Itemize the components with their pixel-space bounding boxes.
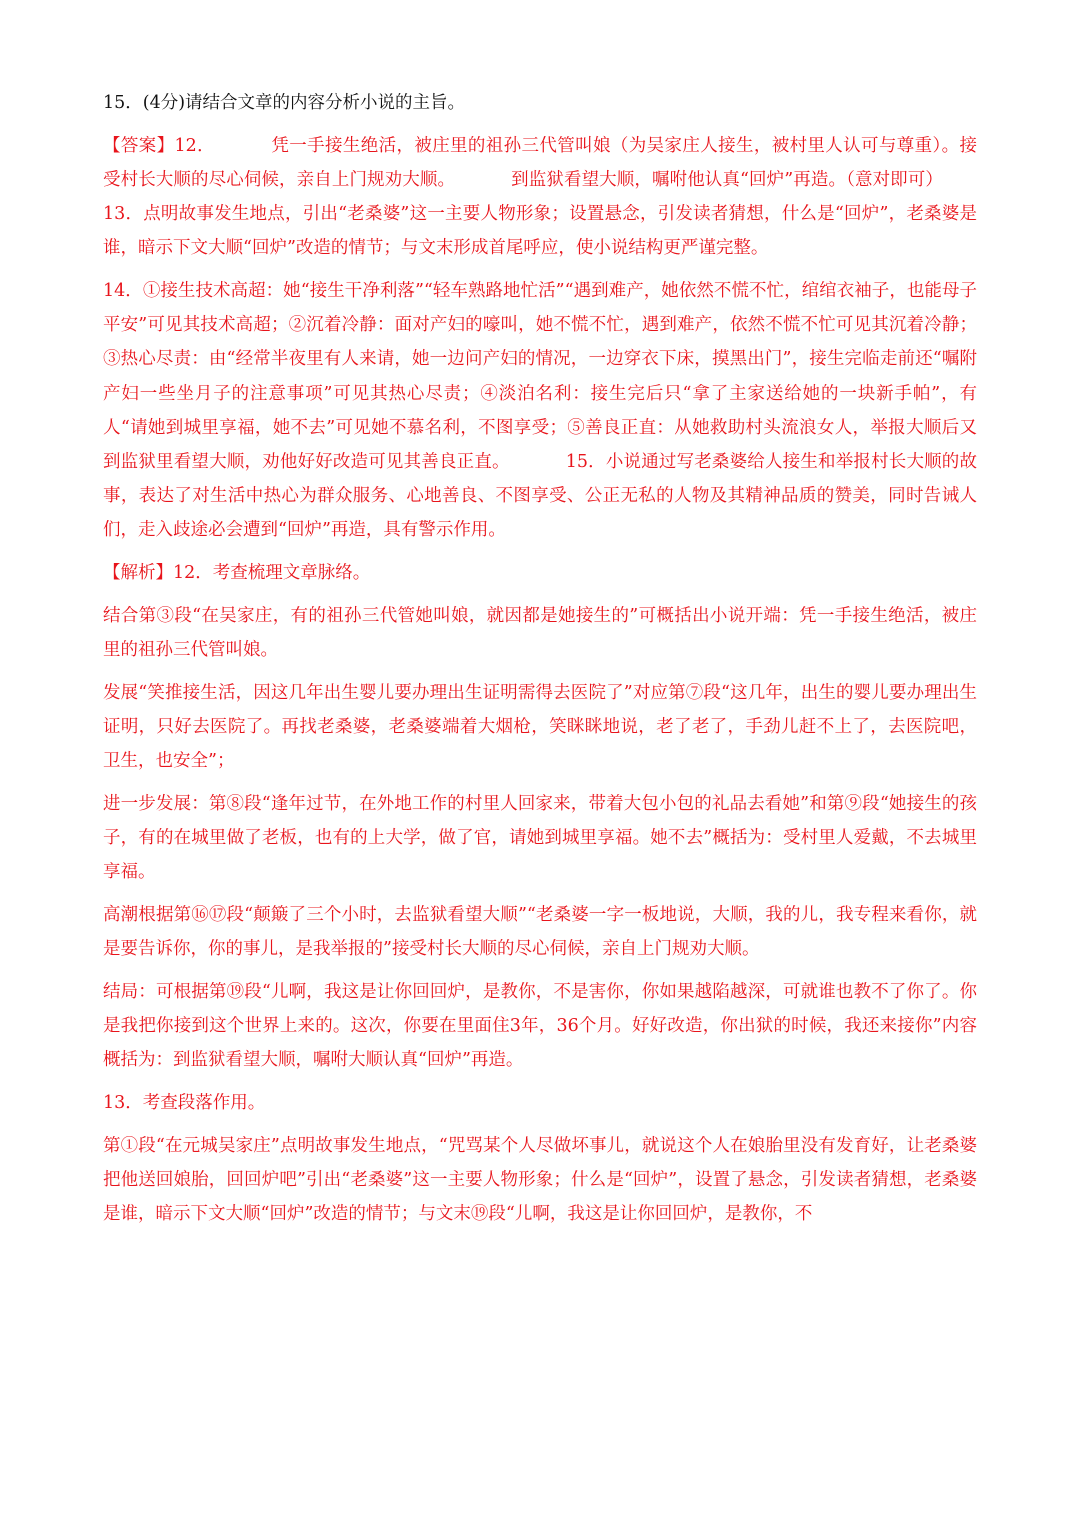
analysis-13-heading <box>103 1086 977 1120</box>
answer-13: 13．点明故事发生地点，引出“老桑婆”这一主要人物形象；设置悬念，引发读者猜想，什么是“回炉”，老桑婆是谁，暗示下文大顺“回炉”改造的情节；与文末形成首尾呼应，使小说结构更严谨完整。 <box>103 204 977 259</box>
analysis-heading <box>103 556 977 590</box>
analysis-13-paragraph <box>103 1129 977 1232</box>
analysis-end-paragraph <box>103 975 977 1078</box>
analysis-13-heading-text: 13．考查段落作用。 <box>103 1092 266 1113</box>
answer-12-part1: 凭一手接生绝活，被庄里的祖孙三代管叫娘（为吴家庄人接生，被村里人认可与尊重）。接受村长大顺的尽心伺候，亲自上门规劝大顺。 <box>103 135 978 190</box>
analysis-develop-text: 发展“笑推接生活，因这几年出生婴儿要办理出生证明需得去医院了”对应第⑦段“这几年，出生的婴儿要办理出生证明，只好去医院了。再找老桑婆，老桑婆端着大烟枪，笑眯眯地说，老了老了，手劲儿赶不上了，去医院吧，卫生，也安全”； <box>103 682 977 772</box>
answer-12-number: 12． <box>174 135 215 156</box>
document-page <box>103 86 977 1240</box>
analysis-further-text: 进一步发展：第⑧段“逢年过节，在外地工作的村里人回家来，带着大包小包的礼品去看她”和第⑨段“她接生的孩子，有的在城里做了老板，也有的上大学，做了官，请她到城里享福。她不去”概括为：受村里人爱戴，不去城里享福。 <box>103 793 977 883</box>
analysis-climax-text: 高潮根据第⑯⑰段“颠簸了三个小时，去监狱看望大顺”“老桑婆一字一板地说，大顺，我的儿，我专程来看你，就是要告诉你，你的事儿，是我举报的”接受村长大顺的尽心伺候，亲自上门规劝大顺。 <box>103 904 977 960</box>
analysis-climax-paragraph <box>103 898 977 966</box>
answer-14-block <box>103 274 977 548</box>
analysis-start-paragraph <box>103 599 977 667</box>
analysis-further-paragraph <box>103 787 977 890</box>
analysis-13-text: 第①段“在元城吴家庄”点明故事发生地点，“咒骂某个人尽做坏事儿，就说这个人在娘胎里没有发育好，让老桑婆把他送回娘胎，回回炉吧”引出“老桑婆”这一主要人物形象；什么是“回炉”，设置了悬念，引发读者猜想，老桑婆是谁，暗示下文大顺“回炉”改造的情节；与文末⑲段“儿啊，我这是让你回回炉，是教你，不 <box>103 1135 977 1225</box>
analysis-label: 【解析】 <box>103 563 173 584</box>
answer-15: 15．小说通过写老桑婆给人接生和举报村长大顺的故事，表达了对生活中热心为群众服务、心地善良、不图享受、公正无私的人物及其精神品质的赞美，同时告诫人们，走入歧途必会遭到“回炉”再造，具有警示作用。 <box>103 452 977 541</box>
question-15-text: 15．(4分)请结合文章的内容分析小说的主旨。 <box>103 93 466 113</box>
question-15 <box>103 86 977 120</box>
answer-12-part2: 到监狱看望大顺，嘱咐他认真“回炉”再造。（意对即可） <box>511 169 943 190</box>
analysis-develop-paragraph <box>103 676 977 779</box>
analysis-12-heading: 12．考查梳理文章脉络。 <box>173 563 371 584</box>
answer-block <box>103 129 977 266</box>
answer-label: 【答案】 <box>103 135 175 156</box>
analysis-start-text: 结合第③段“在吴家庄，有的祖孙三代管她叫娘，就因都是她接生的”可概括出小说开端：凭一手接生绝活，被庄里的祖孙三代管叫娘。 <box>103 605 977 661</box>
analysis-end-text: 结局：可根据第⑲段“儿啊，我这是让你回回炉，是教你，不是害你，你如果越陷越深，可就谁也教不了你了。你是我把你接到这个世界上来的。这次，你要在里面住3年，36个月。好好改造，你出狱的时候，我还来接你”内容概括为：到监狱看望大顺，嘱咐大顺认真“回炉”再造。 <box>103 981 977 1071</box>
answer-14: 14．①接生技术高超：她“接生干净利落”“轻车熟路地忙活”“遇到难产，她依然不慌不忙，绾绾衣袖子，也能母子平安”可见其技术高超；②沉着冷静：面对产妇的嚎叫，她不慌不忙，遇到难产，依然不慌不忙可见其沉着冷静；③热心尽责：由“经常半夜里有人来请，她一边问产妇的情况，一边穿衣下床，摸黑出门”，接生完临走前还“嘱附产妇一些坐月子的注意事项”可见其热心尽责；④淡泊名利：接生完后只“拿了主家送给她的一块新手帕”，有人“请她到城里享福，她不去”可见她不慕名利，不图享受；⑤善良正直：从她救助村头流浪女人，举报大顺后又到监狱里看望大顺，劝他好好改造可见其善良正直。 <box>103 281 977 473</box>
